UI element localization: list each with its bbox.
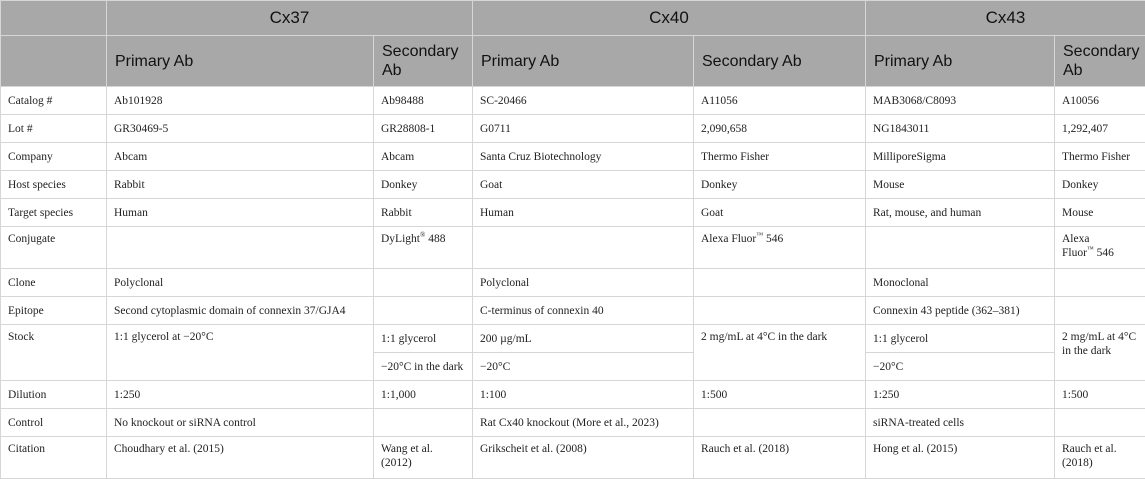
cell-cx43-primary: MAB3068/C8093 xyxy=(866,87,1055,115)
group-header-cx40: Cx40 xyxy=(473,1,866,36)
cell-cx43-primary xyxy=(866,227,1055,269)
table-row-target-species xyxy=(1,199,1145,227)
cell-cx43-secondary xyxy=(1055,227,1145,269)
group-header-cx37: Cx37 xyxy=(107,1,473,36)
cell-cx40-primary: Human xyxy=(473,199,694,227)
table-row-citation xyxy=(1,437,1145,479)
cell-cx40-secondary: Goat xyxy=(694,199,866,227)
conjugate-wavelength: 546 xyxy=(763,233,783,245)
cell-cx37-secondary: Wang et al. (2012) xyxy=(374,437,473,479)
cell-cx37-primary: Choudhary et al. (2015) xyxy=(107,437,374,479)
cell-cx40-secondary: Rauch et al. (2018) xyxy=(694,437,866,479)
cell-cx43-secondary: A10056 xyxy=(1055,87,1145,115)
cell-cx40-primary: SC-20466 xyxy=(473,87,694,115)
row-label: Conjugate xyxy=(1,227,107,269)
conjugate-name: Fluor xyxy=(1062,247,1087,259)
cell-cx43-primary: 1:1 glycerol xyxy=(866,325,1055,353)
row-label: Dilution xyxy=(1,381,107,409)
cell-cx43-primary: MilliporeSigma xyxy=(866,143,1055,171)
trademark-mark: ™ xyxy=(1087,245,1094,253)
cell-cx43-primary: Rat, mouse, and human xyxy=(866,199,1055,227)
conjugate-wavelength: 488 xyxy=(425,233,445,245)
cell-cx43-secondary: 1,292,407 xyxy=(1055,115,1145,143)
cell-cx40-secondary: 1:500 xyxy=(694,381,866,409)
cell-cx37-primary: 1:250 xyxy=(107,381,374,409)
row-label: Host species xyxy=(1,171,107,199)
cell-cx37-primary: Rabbit xyxy=(107,171,374,199)
row-label: Stock xyxy=(1,325,107,381)
cell-cx40-secondary: 2 mg/mL at 4°C in the dark xyxy=(694,325,866,381)
row-label: Catalog # xyxy=(1,87,107,115)
cell-cx43-primary: NG1843011 xyxy=(866,115,1055,143)
cell-cx40-primary: Goat xyxy=(473,171,694,199)
table-row-company xyxy=(1,143,1145,171)
cell-cx40-primary: 1:100 xyxy=(473,381,694,409)
cell-cx37-secondary xyxy=(374,227,473,269)
cell-cx43-primary: Mouse xyxy=(866,171,1055,199)
cell-cx40-primary: C-terminus of connexin 40 xyxy=(473,297,694,325)
cell-cx37-primary: GR30469-5 xyxy=(107,115,374,143)
table-row-host-species xyxy=(1,171,1145,199)
cell-cx37-primary: Abcam xyxy=(107,143,374,171)
table-row-clone xyxy=(1,269,1145,297)
cell-cx43-secondary: Donkey xyxy=(1055,171,1145,199)
cell-cx43-secondary: Mouse xyxy=(1055,199,1145,227)
row-label: Control xyxy=(1,409,107,437)
cell-cx37-primary: No knockout or siRNA control xyxy=(107,409,374,437)
cell-cx37-secondary: Donkey xyxy=(374,171,473,199)
cell-cx40-secondary: A11056 xyxy=(694,87,866,115)
cell-cx37-primary: 1:1 glycerol at −20°C xyxy=(107,325,374,381)
cell-cx37-secondary xyxy=(374,269,473,297)
cell-cx37-primary: Second cytoplasmic domain of connexin 37/GJA4 xyxy=(107,297,374,325)
subheader-cx37-secondary: Secondary Ab xyxy=(374,36,473,87)
trademark-mark: ™ xyxy=(756,231,763,239)
cell-cx40-primary: 200 µg/mL xyxy=(473,325,694,353)
cell-cx37-primary: Ab101928 xyxy=(107,87,374,115)
cell-cx37-secondary xyxy=(374,409,473,437)
subheader-cx40-primary: Primary Ab xyxy=(473,36,694,87)
cell-cx40-secondary: Donkey xyxy=(694,171,866,199)
table-row-lot xyxy=(1,115,1145,143)
cell-cx37-secondary: −20°C in the dark xyxy=(374,353,473,381)
row-label: Clone xyxy=(1,269,107,297)
subheader-cx40-secondary: Secondary Ab xyxy=(694,36,866,87)
cell-cx43-secondary: Rauch et al. (2018) xyxy=(1055,437,1145,479)
cell-cx40-primary xyxy=(473,227,694,269)
cell-cx37-secondary: Rabbit xyxy=(374,199,473,227)
table-row-stock xyxy=(1,325,1145,353)
row-label: Citation xyxy=(1,437,107,479)
cell-cx43-primary: Connexin 43 peptide (362–381) xyxy=(866,297,1055,325)
cell-cx43-secondary: 1:500 xyxy=(1055,381,1145,409)
table-row-conjugate xyxy=(1,227,1145,269)
cell-cx43-secondary: 2 mg/mL at 4°C in the dark xyxy=(1055,325,1145,381)
cell-cx40-secondary xyxy=(694,269,866,297)
group-header-row xyxy=(1,1,1145,36)
row-label: Epitope xyxy=(1,297,107,325)
cell-cx40-secondary xyxy=(694,409,866,437)
cell-cx37-secondary: Abcam xyxy=(374,143,473,171)
cell-cx43-secondary xyxy=(1055,409,1145,437)
cell-cx40-secondary: 2,090,658 xyxy=(694,115,866,143)
conjugate-name: DyLight xyxy=(381,233,420,245)
conjugate-name: Alexa Fluor xyxy=(701,233,756,245)
cell-cx43-primary: Monoclonal xyxy=(866,269,1055,297)
cell-cx43-primary: Hong et al. (2015) xyxy=(866,437,1055,479)
cell-cx43-primary: 1:250 xyxy=(866,381,1055,409)
row-label: Company xyxy=(1,143,107,171)
cell-cx43-primary: siRNA-treated cells xyxy=(866,409,1055,437)
group-header-cx43: Cx43 xyxy=(866,1,1145,36)
cell-cx40-secondary xyxy=(694,227,866,269)
cell-cx40-primary: G0711 xyxy=(473,115,694,143)
corner-cell xyxy=(1,36,107,87)
cell-cx37-primary: Human xyxy=(107,199,374,227)
cell-cx37-primary: Polyclonal xyxy=(107,269,374,297)
cell-cx40-primary: Polyclonal xyxy=(473,269,694,297)
cell-cx40-primary: Grikscheit et al. (2008) xyxy=(473,437,694,479)
corner-cell xyxy=(1,1,107,36)
cell-cx37-primary xyxy=(107,227,374,269)
subheader-cx43-secondary: Secondary Ab xyxy=(1055,36,1145,87)
subheader-cx37-primary: Primary Ab xyxy=(107,36,374,87)
cell-cx43-secondary xyxy=(1055,297,1145,325)
cell-cx40-secondary: Thermo Fisher xyxy=(694,143,866,171)
cell-cx40-primary: Rat Cx40 knockout (More et al., 2023) xyxy=(473,409,694,437)
cell-cx43-secondary xyxy=(1055,269,1145,297)
cell-cx37-secondary: 1:1 glycerol xyxy=(374,325,473,353)
cell-cx37-secondary: 1:1,000 xyxy=(374,381,473,409)
table-row-control xyxy=(1,409,1145,437)
cell-cx40-secondary xyxy=(694,297,866,325)
registered-mark: ® xyxy=(420,231,425,239)
conjugate-name-line1: Alexa xyxy=(1062,233,1089,245)
table-row-dilution xyxy=(1,381,1145,409)
row-label: Lot # xyxy=(1,115,107,143)
subheader-cx43-primary: Primary Ab xyxy=(866,36,1055,87)
cell-cx43-secondary: Thermo Fisher xyxy=(1055,143,1145,171)
subheader-row xyxy=(1,36,1145,87)
table-row-catalog xyxy=(1,87,1145,115)
cell-cx40-primary: −20°C xyxy=(473,353,694,381)
table-row-epitope xyxy=(1,297,1145,325)
cell-cx37-secondary xyxy=(374,297,473,325)
cell-cx40-primary: Santa Cruz Biotechnology xyxy=(473,143,694,171)
cell-cx37-secondary: GR28808-1 xyxy=(374,115,473,143)
row-label: Target species xyxy=(1,199,107,227)
cell-cx43-primary: −20°C xyxy=(866,353,1055,381)
conjugate-wavelength: 546 xyxy=(1094,247,1114,259)
cell-cx37-secondary: Ab98488 xyxy=(374,87,473,115)
